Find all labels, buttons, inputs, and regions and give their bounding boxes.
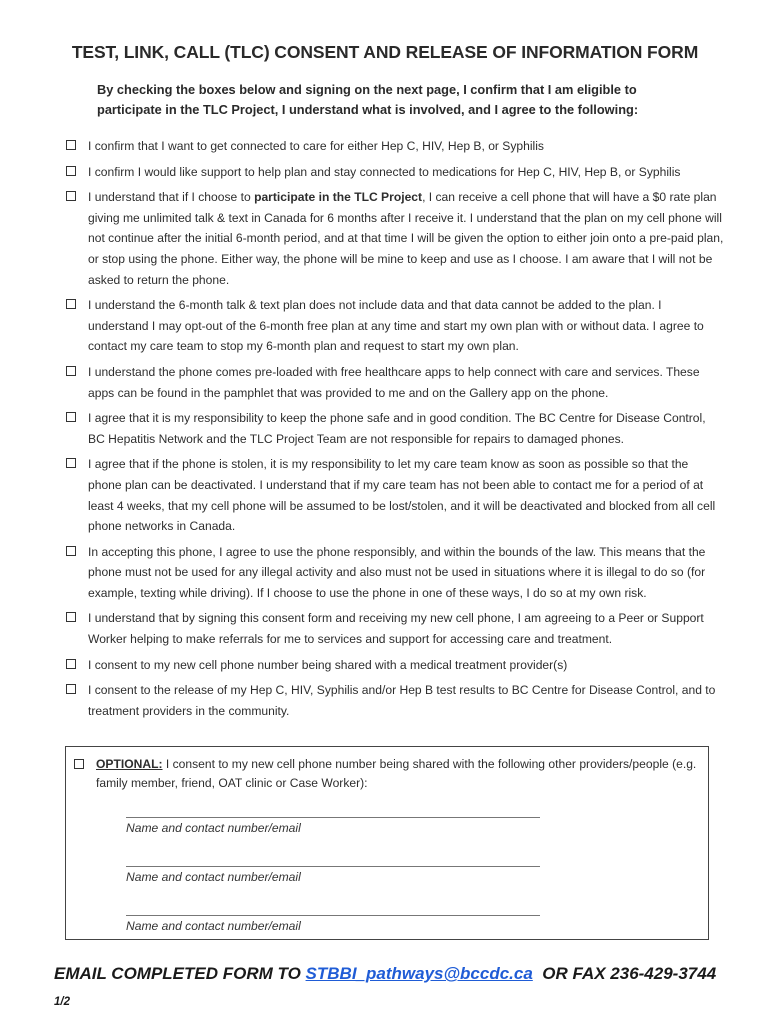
consent-item: I consent to my new cell phone number being shared with a medical treatment provider(s) (64, 655, 724, 676)
contact-line-3[interactable] (126, 915, 540, 916)
form-title: TEST, LINK, CALL (TLC) CONSENT AND RELEASE OF INFORMATION FORM (71, 42, 699, 62)
optional-label: OPTIONAL: (96, 757, 163, 771)
consent-item: I understand that if I choose to participate in the TLC Project, I can receive a cell phone that will have a $0 rate plan giving me unlimited talk & text in Canada for 6 months after I receive it. I understand that the plan on my cell phone will not continue after the initial 6-month period, and at that time I will be given the option to either join onto a pre-paid plan, or stop using the phone. Either way, the phone will be mine to keep and use as I choose. I am aware that I will not be asked to return the phone. (64, 187, 724, 290)
contact-caption-1: Name and contact number/email (126, 821, 301, 835)
optional-text: I consent to my new cell phone number being shared with the following other providers/people (e.g. family member, friend, OAT clinic or Case Worker): (96, 757, 697, 790)
contact-caption-2: Name and contact number/email (126, 870, 301, 884)
checkbox[interactable] (66, 412, 76, 422)
consent-list (64, 136, 724, 726)
email-link[interactable]: STBBI_pathways@bccdc.ca (305, 964, 533, 983)
contact-line-1[interactable] (126, 817, 540, 818)
checkbox[interactable] (66, 659, 76, 669)
consent-item: I understand the phone comes pre-loaded with free healthcare apps to help connect with care and services. These apps can be found in the pamphlet that was provided to me and on the Gallery app on the phone. (64, 362, 724, 403)
optional-checkbox[interactable] (74, 759, 84, 769)
intro-text: By checking the boxes below and signing on the next page, I confirm that I am eligible to participate in the TLC Project, I understand what is involved, and I agree to the following: (97, 82, 639, 117)
checkbox[interactable] (66, 684, 76, 694)
consent-item: I confirm I would like support to help plan and stay connected to medications for Hep C, HIV, Hep B, or Syphilis (64, 162, 724, 183)
consent-item: I confirm that I want to get connected to care for either Hep C, HIV, Hep B, or Syphilis (64, 136, 724, 157)
checkbox[interactable] (66, 166, 76, 176)
contact-caption-3: Name and contact number/email (126, 919, 301, 933)
checkbox[interactable] (66, 140, 76, 150)
checkbox[interactable] (66, 612, 76, 622)
consent-item: I agree that if the phone is stolen, it is my responsibility to let my care team know as soon as possible so that the phone plan can be deactivated. I understand that if my care team has not been able to contact me for a period of at least 4 weeks, that my cell phone will be assumed to be lost/stolen, and it will be deactivated and blocked from all cell phone networks in Canada. (64, 454, 724, 536)
consent-item: I understand that by signing this consent form and receiving my new cell phone, I am agreeing to a Peer or Support Worker helping to make referrals for me to services and support for accessing care and treatment. (64, 608, 724, 649)
bold-phrase: participate in the TLC Project (254, 190, 423, 205)
consent-item: I understand the 6-month talk & text plan does not include data and that data cannot be added to the plan. I understand I may opt-out of the 6-month free plan at any time and start my own plan with or without data. I agree to contact my care team to stop my 6-month plan and request to start my own plan. (64, 295, 724, 357)
checkbox[interactable] (66, 546, 76, 556)
contact-line-2[interactable] (126, 866, 540, 867)
checkbox[interactable] (66, 366, 76, 376)
page-number: 1/2 (54, 996, 70, 1008)
consent-item: In accepting this phone, I agree to use the phone responsibly, and within the bounds of the law. This means that the phone must not be used for any illegal activity and also must not be used in situations where it is illegal to do so (for example, texting while driving). If I choose to use the phone in one of these ways, I do so at my own risk. (64, 542, 724, 604)
footer-instructions: EMAIL COMPLETED FORM TO STBBI_pathways@bccdc.ca OR FAX 236-429-3744 (54, 964, 717, 983)
checkbox[interactable] (66, 458, 76, 468)
optional-consent-item (74, 755, 724, 792)
optional-consent-box (65, 746, 709, 940)
consent-item: I consent to the release of my Hep C, HIV, Syphilis and/or Hep B test results to BC Centre for Disease Control, and to treatment providers in the community. (64, 680, 724, 721)
checkbox[interactable] (66, 299, 76, 309)
checkbox[interactable] (66, 191, 76, 201)
consent-item: I agree that it is my responsibility to keep the phone safe and in good condition. The BC Centre for Disease Control, BC Hepatitis Network and the TLC Project Team are not responsible for repairs to damaged phones. (64, 408, 724, 449)
